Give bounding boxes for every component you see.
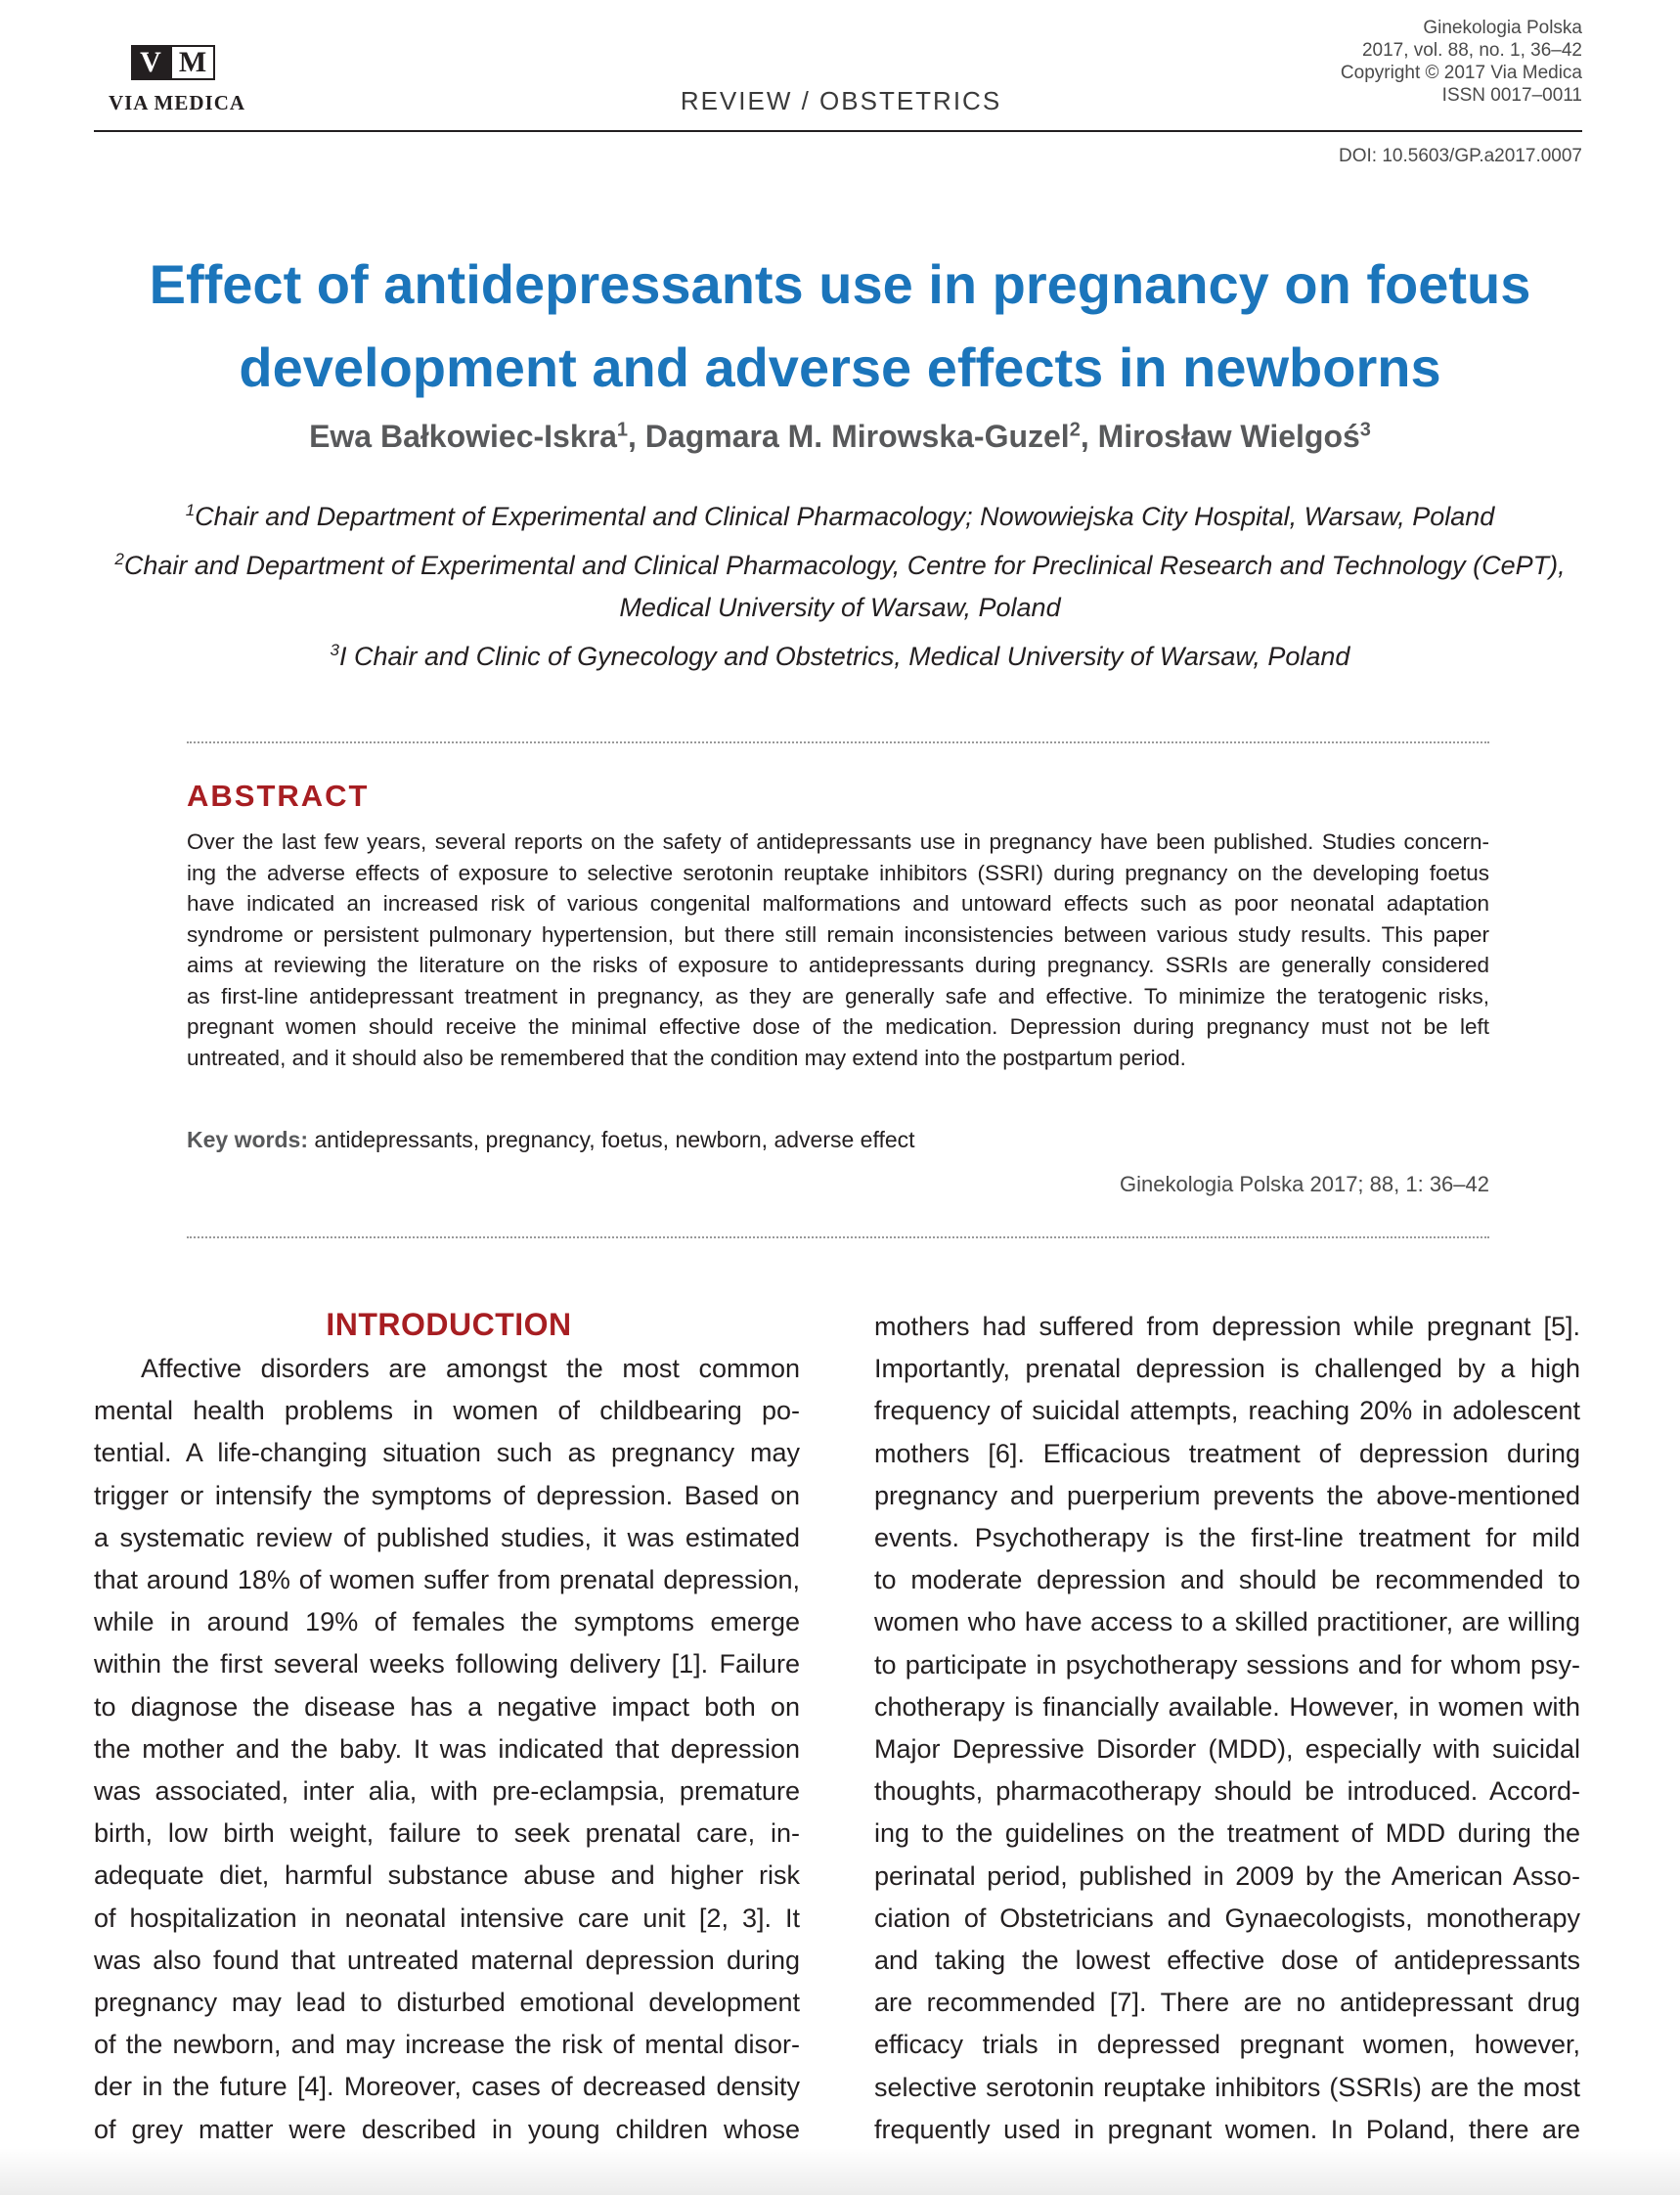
body-line: of grey matter were described in young children whose — [94, 2114, 800, 2144]
body-line: Affective disorders are amongst the most common — [141, 1354, 800, 1383]
title-line: development and adverse effects in newborns — [239, 336, 1441, 398]
logo-letter-v: V — [131, 45, 170, 80]
introduction-heading: INTRODUCTION — [326, 1307, 572, 1342]
keywords-list: antidepressants, pregnancy, foetus, newborn, adverse effect — [307, 1127, 915, 1152]
body-line: Major Depressive Disorder (MDD), especially with suicidal — [874, 1734, 1580, 1765]
title-line: Effect of antidepressants use in pregnancy on foetus — [149, 253, 1531, 315]
body-line: a systematic review of published studies, it was estimated — [94, 1522, 800, 1552]
journal-name: Ginekologia Polska — [1423, 18, 1582, 38]
affiliation-line — [59, 587, 1621, 629]
affiliation-line — [59, 629, 1621, 678]
header-divider — [94, 130, 1582, 132]
abstract-line: aims at reviewing the literature on the risks of exposure to antidepressants during pregnancy. SSRIs are generally considered — [187, 953, 1489, 977]
body-line: trigger or intensify the symptoms of depression. Based on — [94, 1480, 800, 1510]
journal-info — [1341, 17, 1582, 107]
body-line: chotherapy is financially available. However, in women with — [874, 1691, 1580, 1722]
body-line: perinatal period, published in 2009 by the American Asso- — [874, 1860, 1580, 1891]
body-line: to participate in psychotherapy sessions and for whom psy- — [874, 1649, 1580, 1680]
body-line: was also found that untreated maternal depression during — [94, 1945, 800, 1975]
body-line: efficacy trials in depressed pregnant women, however, — [874, 2030, 1580, 2060]
body-line: pregnancy and puerperium prevents the above-mentioned — [874, 1480, 1580, 1510]
affiliation-text: Medical University of Warsaw, Poland — [619, 593, 1061, 622]
abstract-line: ing the adverse effects of exposure to selective serotonin reuptake inhibitors (SSRI) during pregnancy on the developing foetus — [187, 860, 1489, 885]
abstract-line: pregnant women should receive the minimal effective dose of the medication. Depression during pregnancy must not be left — [187, 1014, 1489, 1039]
logo-letter-m: M — [170, 45, 215, 80]
body-line: and taking the lowest effective dose of antidepressants — [874, 1946, 1580, 1976]
abstract-line: as first-line antidepressant treatment in pregnancy, as they are generally safe and effective. To minimize the teratogenic risks, — [187, 983, 1489, 1008]
body-line: to moderate depression and should be recommended to — [874, 1565, 1580, 1595]
body-line: women who have access to a skilled practitioner, are willing — [874, 1607, 1580, 1637]
body-line: that around 18% of women suffer from prenatal depression, — [94, 1565, 800, 1595]
body-line: frequently used in pregnant women. In Poland, there are — [874, 2114, 1580, 2144]
journal-issn: ISSN 0017–0011 — [1441, 85, 1582, 106]
body-line: adequate diet, harmful substance abuse and higher risk — [94, 1860, 800, 1891]
affiliations — [59, 489, 1621, 678]
page-bottom-shadow — [0, 2148, 1680, 2195]
body-line: mothers had suffered from depression while pregnant [5]. — [874, 1312, 1580, 1341]
body-line: to diagnose the disease has a negative impact both on — [94, 1691, 800, 1722]
abstract-body — [187, 827, 1489, 1073]
section-label: REVIEW / OBSTETRICS — [680, 86, 1002, 115]
body-line: frequency of suicidal attempts, reaching 20% in adolescent — [874, 1396, 1580, 1426]
journal-volume: 2017, vol. 88, no. 1, 36–42 — [1361, 40, 1582, 61]
article-title — [59, 243, 1621, 409]
author-affiliation-mark: 2 — [1069, 419, 1081, 441]
body-line: within the first several weeks following delivery [1]. Failure — [94, 1649, 800, 1680]
body-column-right — [874, 1306, 1580, 2151]
affiliation-mark: 3 — [330, 641, 339, 659]
body-line: Importantly, prenatal depression is challenged by a high — [874, 1354, 1580, 1384]
body-line: of the newborn, and may increase the risk of mental disor- — [94, 2030, 800, 2060]
affiliation-text: Chair and Department of Experimental and Clinical Pharmacology, Centre for Preclinical Research and Technology (CePT), — [123, 551, 1566, 580]
abstract-line: Over the last few years, several reports on the safety of antidepressants use in pregnancy have been published. Studies concern- — [187, 829, 1489, 854]
body-line: tential. A life-changing situation such as pregnancy may — [94, 1438, 800, 1468]
body-line: selective serotonin reuptake inhibitors (SSRIs) are the most — [874, 2072, 1580, 2102]
body-line: birth, low birth weight, failure to seek prenatal care, in- — [94, 1818, 800, 1849]
keywords-label: Key words: — [187, 1127, 308, 1152]
body-line: ing to the guidelines on the treatment of MDD during the — [874, 1818, 1580, 1849]
author-affiliation-mark: 1 — [616, 419, 629, 441]
body-column-left — [94, 1348, 800, 2151]
body-line: mothers [6]. Efficacious treatment of depression during — [874, 1438, 1580, 1468]
body-line: thoughts, pharmacotherapy should be introduced. Accord- — [874, 1776, 1580, 1807]
author-separator: , — [1080, 419, 1098, 454]
author-list — [59, 419, 1621, 455]
abstract-line: syndrome or persistent pulmonary hypertension, but there still remain inconsistencies between various study results. This paper — [187, 921, 1489, 947]
abstract-line: have indicated an increased risk of various congenital malformations and untoward effects such as poor neonatal adaptation — [187, 891, 1489, 916]
abstract-heading: ABSTRACT — [187, 779, 370, 813]
body-line: the mother and the baby. It was indicated that depression — [94, 1733, 800, 1764]
affiliation-text: Chair and Department of Experimental and Clinical Pharmacology; Nowowiejska City Hospital, Warsaw, Poland — [195, 502, 1495, 531]
body-line: mental health problems in women of childbearing po- — [94, 1396, 800, 1426]
author-separator: , — [628, 419, 645, 454]
body-line: was associated, inter alia, with pre-eclampsia, premature — [94, 1776, 800, 1807]
affiliation-mark: 2 — [114, 550, 124, 568]
via-medica-logo — [131, 45, 215, 80]
body-line: of hospitalization in neonatal intensive care unit [2, 3]. It — [94, 1903, 800, 1933]
author-name: Ewa Bałkowiec-Iskra — [309, 419, 617, 454]
keywords — [187, 1127, 915, 1153]
journal-copyright: Copyright © 2017 Via Medica — [1340, 63, 1582, 83]
citation: Ginekologia Polska 2017; 88, 1: 36–42 — [1120, 1172, 1489, 1196]
affiliation-line — [59, 538, 1621, 587]
body-line: are recommended [7]. There are no antidepressant drug — [874, 1988, 1580, 2018]
body-line: while in around 19% of females the symptoms emerge — [94, 1607, 800, 1637]
author-name: Mirosław Wielgoś — [1097, 419, 1360, 454]
publisher-name: VIA MEDICA — [108, 91, 246, 114]
body-line: events. Psychotherapy is the first-line treatment for mild — [874, 1523, 1580, 1553]
body-line: pregnancy may lead to disturbed emotional development — [94, 1988, 800, 2018]
affiliation-mark: 1 — [185, 501, 196, 519]
abstract-top-divider — [187, 741, 1489, 743]
author-affiliation-mark: 3 — [1359, 419, 1371, 441]
abstract-bottom-divider — [187, 1236, 1489, 1238]
affiliation-line — [59, 489, 1621, 538]
abstract-line: untreated, and it should also be remembered that the condition may extend into the postpartum period. — [187, 1045, 1186, 1070]
body-line: ciation of Obstetricians and Gynaecologists, monotherapy — [874, 1903, 1580, 1933]
body-line: der in the future [4]. Moreover, cases of decreased density — [94, 2072, 800, 2102]
author-name: Dagmara M. Mirowska-Guzel — [644, 419, 1070, 454]
doi-link[interactable]: DOI: 10.5603/GP.a2017.0007 — [1339, 146, 1582, 166]
affiliation-text: I Chair and Clinic of Gynecology and Obstetrics, Medical University of Warsaw, Poland — [339, 642, 1350, 671]
